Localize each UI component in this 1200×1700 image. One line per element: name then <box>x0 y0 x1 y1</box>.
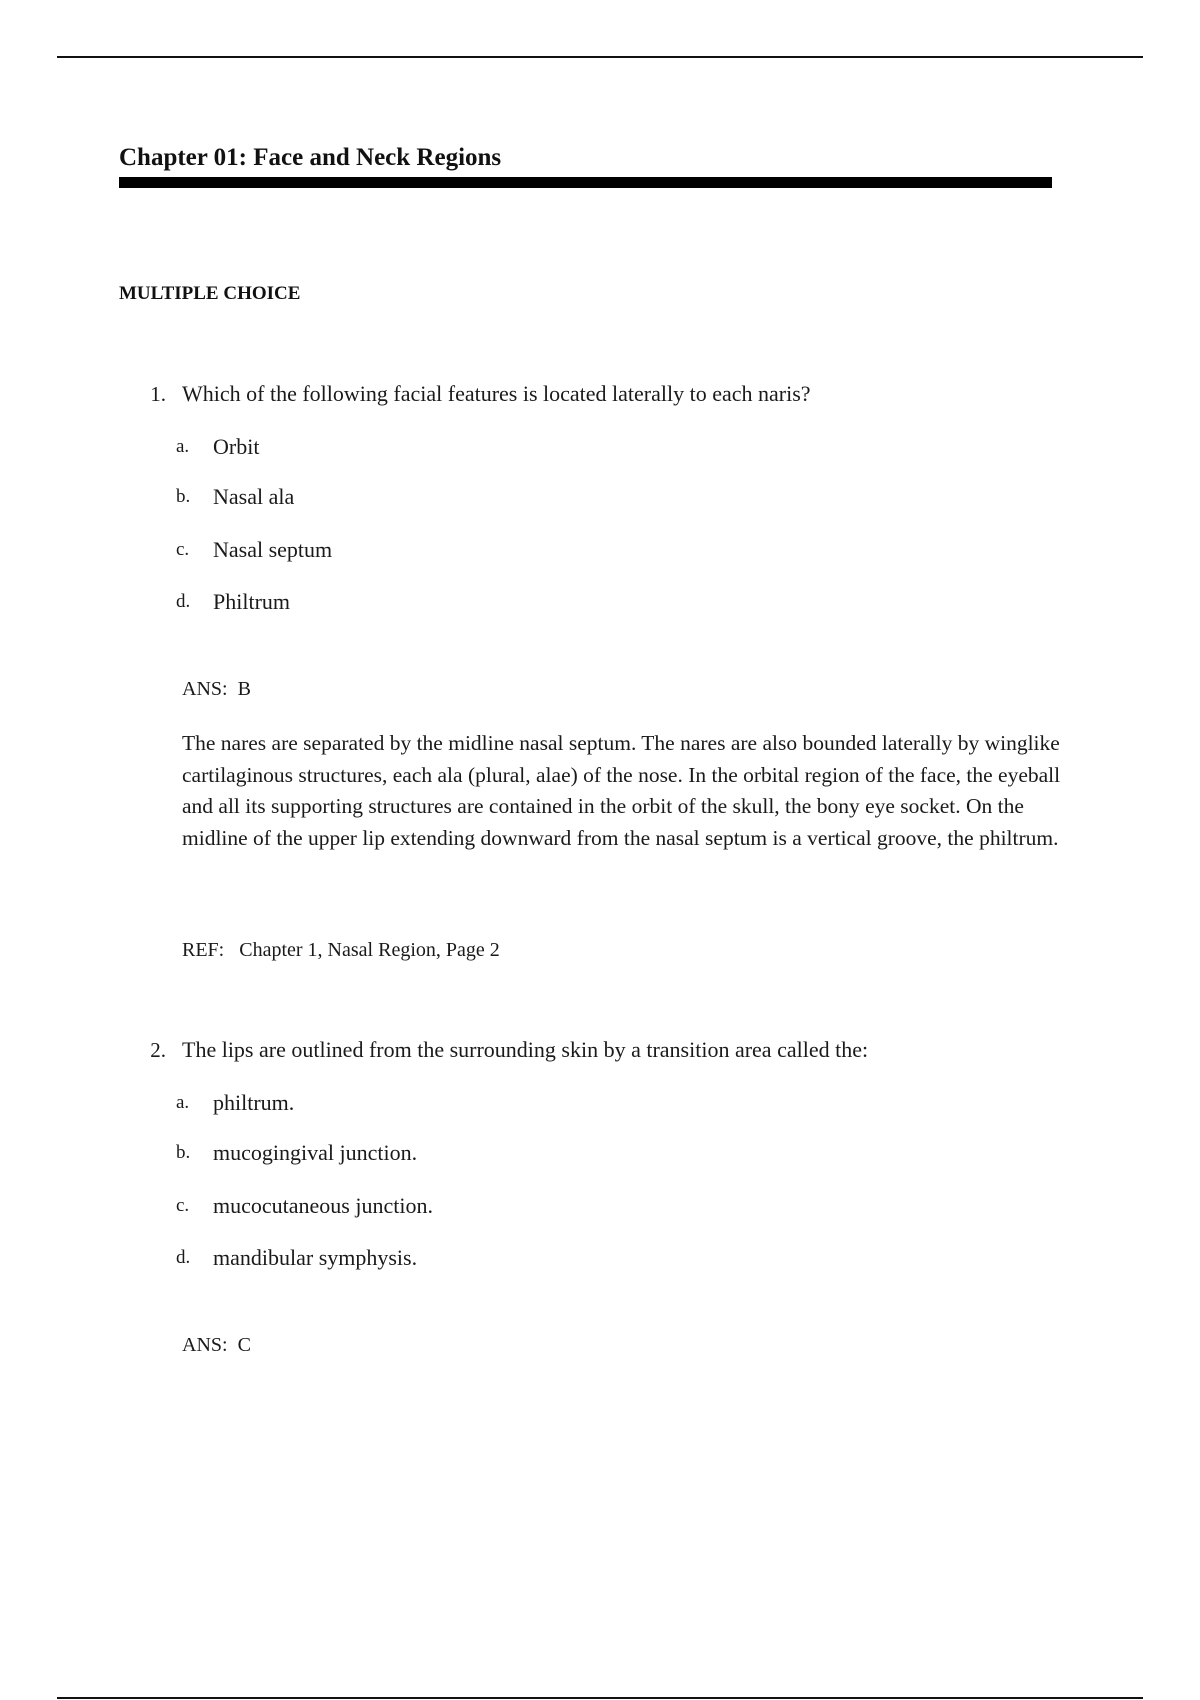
question-number: 2. <box>150 1038 166 1062</box>
option-text: mandibular symphysis. <box>213 1245 418 1270</box>
option-letter: c. <box>176 1195 190 1216</box>
option-letter: d. <box>176 1247 191 1268</box>
question-stem: Which of the following facial features is located laterally to each naris? <box>182 381 811 406</box>
option-letter: a. <box>176 436 190 457</box>
answer-label: ANS: <box>182 678 228 700</box>
option-text: Nasal septum <box>213 537 333 562</box>
option-text: philtrum. <box>213 1090 295 1115</box>
answer-value: B <box>237 678 251 700</box>
reference-line <box>182 937 500 963</box>
page-top-rule <box>57 56 1143 58</box>
option-text: Philtrum <box>213 589 291 614</box>
option-text: mucocutaneous junction. <box>213 1193 433 1218</box>
chapter-title: Chapter 01: Face and Neck Regions <box>119 144 502 171</box>
option-text: Nasal ala <box>213 484 295 509</box>
answer-line <box>182 1332 251 1358</box>
option-letter: a. <box>176 1092 190 1113</box>
option-letter: b. <box>176 486 191 507</box>
reference-value: Chapter 1, Nasal Region, Page 2 <box>239 939 500 961</box>
question-stem: The lips are outlined from the surrounding skin by a transition area called the: <box>182 1037 869 1062</box>
option-text: Orbit <box>213 434 260 459</box>
option-letter: d. <box>176 591 191 612</box>
option-letter: c. <box>176 539 190 560</box>
page-bottom-rule <box>57 1697 1143 1699</box>
reference-label: REF: <box>182 939 225 961</box>
option-text: mucogingival junction. <box>213 1140 418 1165</box>
question-number: 1. <box>150 382 166 406</box>
answer-value: C <box>237 1334 251 1356</box>
chapter-title-underline <box>119 177 1052 188</box>
answer-rationale: The nares are separated by the midline nasal septum. The nares are also bounded laterally by winglike cartilaginous structures, each ala (plural, alae) of the nose. In the orbital region of the face, the eyeball and all its supporting structures are contained in the orbit of the skull, the bony eye socket. On the midline of the upper lip extending downward from the nasal septum is a vertical groove, the philtrum. <box>182 731 1061 850</box>
answer-label: ANS: <box>182 1334 228 1356</box>
option-letter: b. <box>176 1142 191 1163</box>
section-heading: MULTIPLE CHOICE <box>119 283 301 304</box>
answer-line <box>182 676 251 702</box>
